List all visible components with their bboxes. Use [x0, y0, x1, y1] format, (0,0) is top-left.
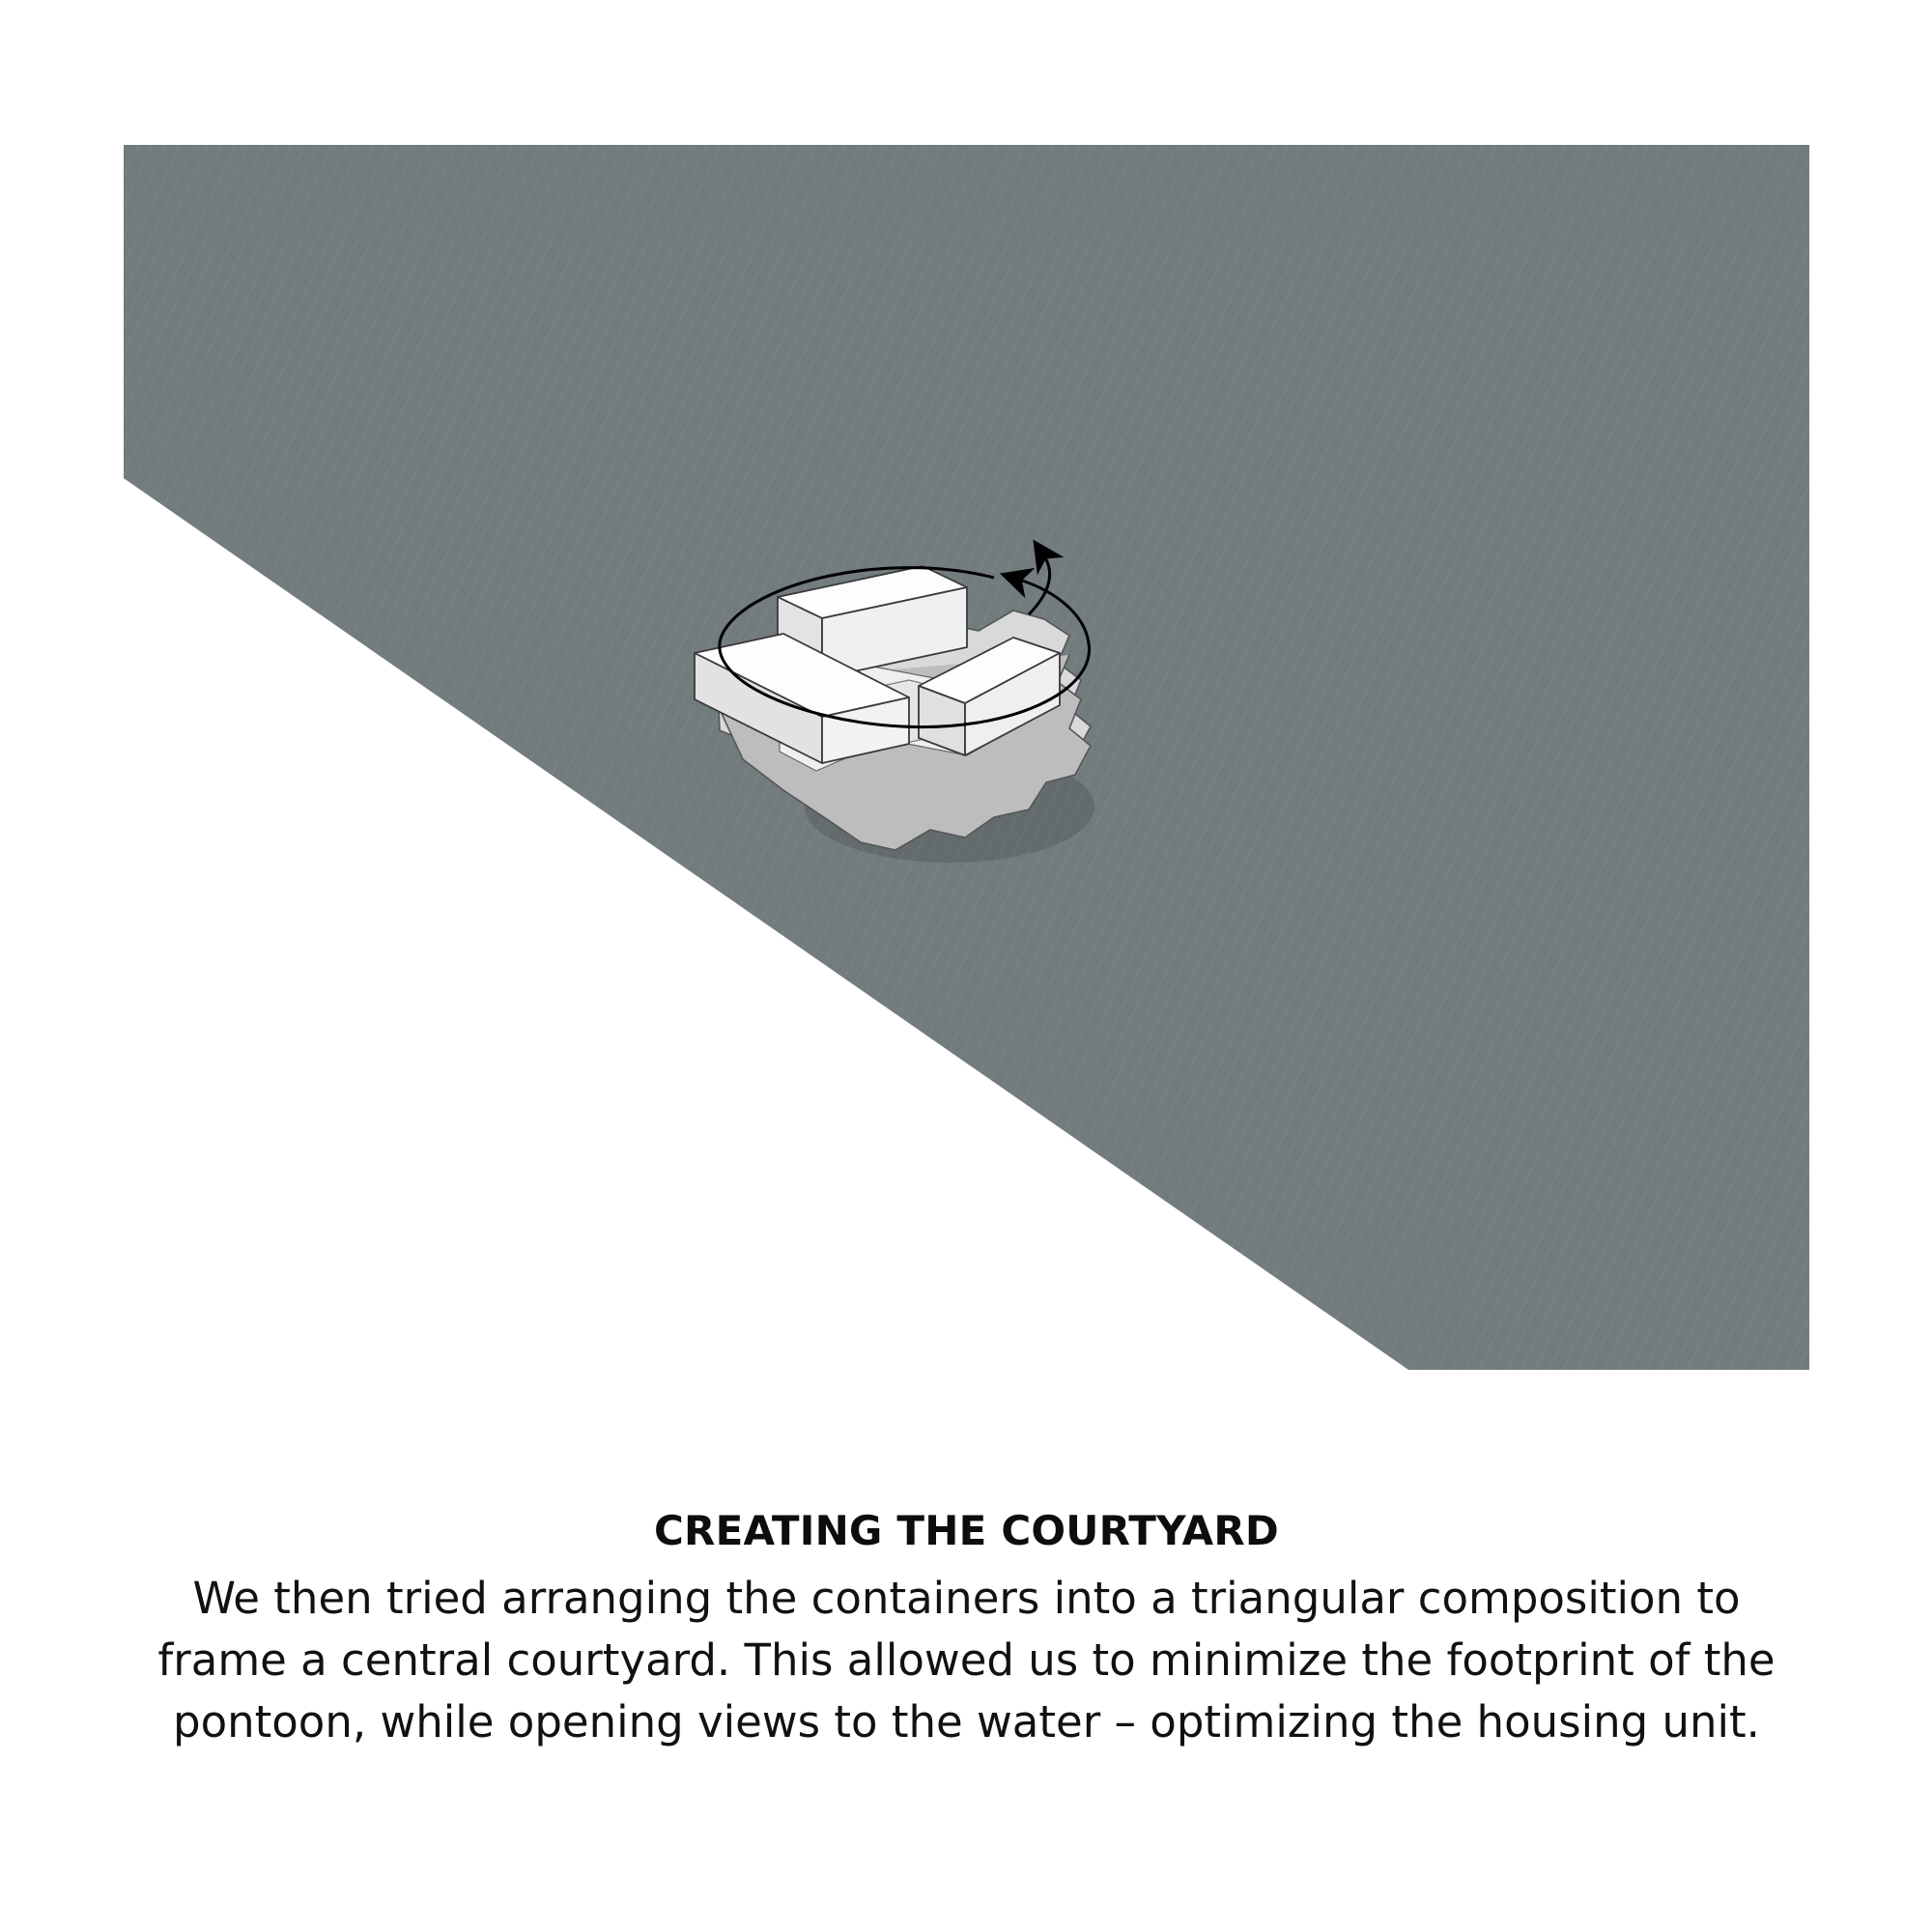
illustration-panel: [124, 145, 1809, 1370]
caption-block: [124, 1507, 1809, 1753]
caption-title: CREATING THE COURTYARD: [654, 1507, 1279, 1554]
floating-housing-model: [660, 473, 1201, 879]
caption-body: We then tried arranging the containers into a triangular composition to frame a central courtyard. This allowed us to minimize the footprint of the pontoon, while opening views to the water – optimizing the housing unit.: [157, 1573, 1776, 1747]
